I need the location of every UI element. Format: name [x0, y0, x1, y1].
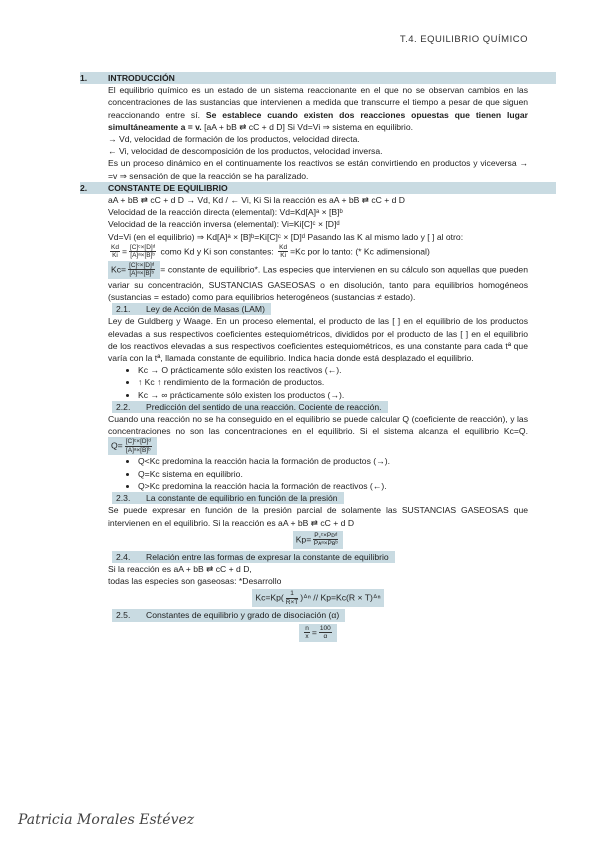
subsection-2-5-heading [112, 609, 345, 621]
subsection-number: 2.4. [116, 551, 131, 562]
kp-formula-row [108, 531, 528, 549]
alpha-formula-row [108, 624, 528, 642]
quotient-paragraph [108, 413, 528, 455]
lam-paragraph: Ley de Guldberg y Waage. En un proceso elemental, el producto de las [ ] en el equilibrio de los productos elevadas a sus respectivos coeficientes estequiométricos, divididos por el producto de las [ ] en el equilibrio de los reactivos elevadas a sus respectivos coeficientes estequiométricos, es una constante para cada tª que varía con la tª, llamada constante de equilibrio. Indica hacia donde está desplazado el equilibrio. [108, 316, 528, 364]
relation-line-1: Si la reacción es aA + bB ⇄ cC + d D, [108, 563, 252, 574]
equilibrium-rate-line: Vd=Vi (en el equilibrio) ⇒ Kd[A]ᵃ × [B]ᵇ=Ki[C]ᶜ × [D]ᵈ Pasando las K al mismo lado y [ ] al otro: [108, 231, 464, 242]
kc-kp-formula: Kc=Kp( $\frac{1}{R\times T}$ )ᐞⁿ // Kp=Kc(R × T)ᐞⁿ [252, 589, 383, 607]
subsection-2-1-heading [112, 303, 271, 315]
list-item: • Kc → ∞ prácticamente sólo existen los productos (→). [138, 389, 528, 401]
section-number: 1. [80, 73, 88, 83]
list-item: • Q<Kc predomina la reacción hacia la formación de productos (→). [138, 455, 528, 467]
section-number: 2. [80, 182, 88, 193]
alpha-formula: $\frac{n}{x}$ = $\frac{100}{\alpha}$ [299, 624, 337, 642]
dynamic-paragraph: Es un proceso dinámico en el continuamente los reactivos se están convirtiendo en productos y viceversa → =v ⇒ sensación de que la reacción se ha paralizado. [108, 158, 528, 181]
kc-formula: Kc= $\frac{\text{[C]ᶜ×[D]ᵈ}}{\text{[A]ᵃ×[B]ᵇ}}$ [108, 261, 160, 279]
q-formula: Q= $\frac{\text{[C]ᶜ×[D]ᵈ}}{\text{[A]ᵃ×[B]ᵇ}}$ [108, 437, 157, 455]
derivation-end-text: =Kc por lo tanto: (* Kc adimensional) [290, 246, 430, 257]
subsection-number: 2.1. [116, 304, 131, 315]
subsection-title: Predicción del sentido de una reacción. Cociente de reacción. [146, 401, 382, 412]
intro-text: El equilibrio químico es un estado de un sistema reaccionante en el que no se observan cambios en las concentraciones de las sustancias que intervienen a medida que transcurre el tiempo a pesar de que siguen reaccionando entre sí. [108, 85, 528, 120]
list-item: • Kc → O prácticamente sólo existen los reactivos (←). [138, 364, 528, 376]
section-1-heading [80, 72, 556, 84]
relation-line-2: todas las especies son gaseosas: *Desarrollo [108, 576, 282, 587]
section-title: CONSTANTE DE EQUILIBRIO [108, 182, 228, 193]
list-item: • ↑ Kc ↑ rendimiento de la formación de productos. [138, 376, 528, 388]
list-item: • Q=Kc sistema en equilibrio. [138, 468, 528, 480]
intro-paragraph [108, 84, 528, 133]
intro-bold-text: Se establece cuando existen dos reacciones opuestas que tienen lugar simultáneamente a = v. [108, 109, 528, 132]
subsection-2-3-heading [112, 492, 344, 504]
intro-equation: [aA + bB ⇄ cC + d D] Si Vd=Vi ⇒ sistema en equilibrio. [201, 121, 413, 132]
page-body [80, 72, 528, 644]
constant-derivation-line: $\frac{Kd}{Ki}$ = $\frac{\text{[C]ᶜ×[D]ᵈ}}{\text{[A]ᵃ×[B]ᵇ}}$ como Kd y Ki son constantes: $\frac{Kd}{Ki}$ =Kc por lo tanto: (* Kc adimensional) [111, 243, 430, 260]
pressure-paragraph: Se puede expresar en función de la presión parcial de solamente las SUSTANCIAS GASEOSAS que intervienen en el equilibrio. Si la reacción es aA + bB ⇄ cC + d D [108, 505, 528, 528]
subsection-title: Ley de Acción de Masas (LAM) [146, 304, 265, 315]
kc-definition-text: = constante de equilibrio*. Las especies que intervienen en su cálculo son aquellas que pueden variar su concentración, SUSTANCIAS GASEOSAS o en disolución, tanto para equilibrios homogéneos (sustancias = estado) como para equilibrios heterogéneos (sustancias ≠ estado). [108, 264, 528, 303]
derivation-text: como Kd y Ki son constantes: [160, 246, 274, 257]
subsection-title: Relación entre las formas de expresar la constante de equilibrio [146, 551, 389, 562]
reaction-line: aA + bB ⇄ cC + d D → Vd, Kd / ← Vi, Ki Si la reacción es aA + bB ⇄ cC + d D [108, 195, 406, 206]
q-bullet-list [108, 455, 528, 492]
section-title: INTRODUCCIÓN [108, 73, 175, 83]
kc-bullet-list [108, 364, 528, 401]
author-signature: Patricia Morales Estévez [18, 812, 195, 828]
subsection-title: La constante de equilibrio en función de la presión [146, 493, 338, 504]
quotient-text: Cuando una reacción no se ha conseguido en el equilibrio se puede calcular Q (coeficiente de reacción), y las concentraciones no son las concentraciones en el equilibrio. Si el sistema alcanza el equilibrio Kc=Q. [108, 414, 528, 437]
concentration-fraction: $\frac{\text{[C]ᶜ×[D]ᵈ}}{\text{[A]ᵃ×[B]ᵇ}}$ [129, 243, 156, 260]
list-item: • Q>Kc predomina la reacción hacia la formación de reactivos (←). [138, 480, 528, 492]
kc-kp-formula-row [108, 589, 528, 607]
kc-definition [108, 261, 528, 303]
subsection-2-4-heading [112, 551, 395, 563]
vi-line: ← Vi, velocidad de descomposición de los productos, velocidad inversa. [108, 146, 383, 157]
kd-ki-fraction: $\frac{Kd}{Ki}$ [111, 243, 119, 260]
kp-formula: Kp= $\frac{\text{P꜀ᶜ×Pᴅᵈ}}{\text{Pᴀᵃ×Pʙᵇ}}$ [293, 531, 344, 549]
vd-line: → Vd, velocidad de formación de los productos, velocidad directa. [108, 134, 360, 145]
subsection-title: Constantes de equilibrio y grado de disociación (α) [146, 610, 340, 621]
subsection-number: 2.5. [116, 610, 131, 621]
kd-ki-fraction-2: $\frac{Kd}{Ki}$ [279, 243, 288, 260]
subsection-number: 2.3. [116, 493, 131, 504]
section-2-heading [80, 182, 556, 194]
direct-rate-line: Velocidad de la reacción directa (elemental): Vd=Kd[A]ᵃ × [B]ᵇ [108, 207, 343, 218]
subsection-2-2-heading [112, 401, 388, 413]
inverse-rate-line: Velocidad de la reacción inversa (elemental): Vi=Ki[C]ᶜ × [D]ᵈ [108, 219, 340, 230]
document-header: T.4. EQUILIBRIO QUÍMICO [399, 34, 528, 45]
subsection-number: 2.2. [116, 401, 131, 412]
